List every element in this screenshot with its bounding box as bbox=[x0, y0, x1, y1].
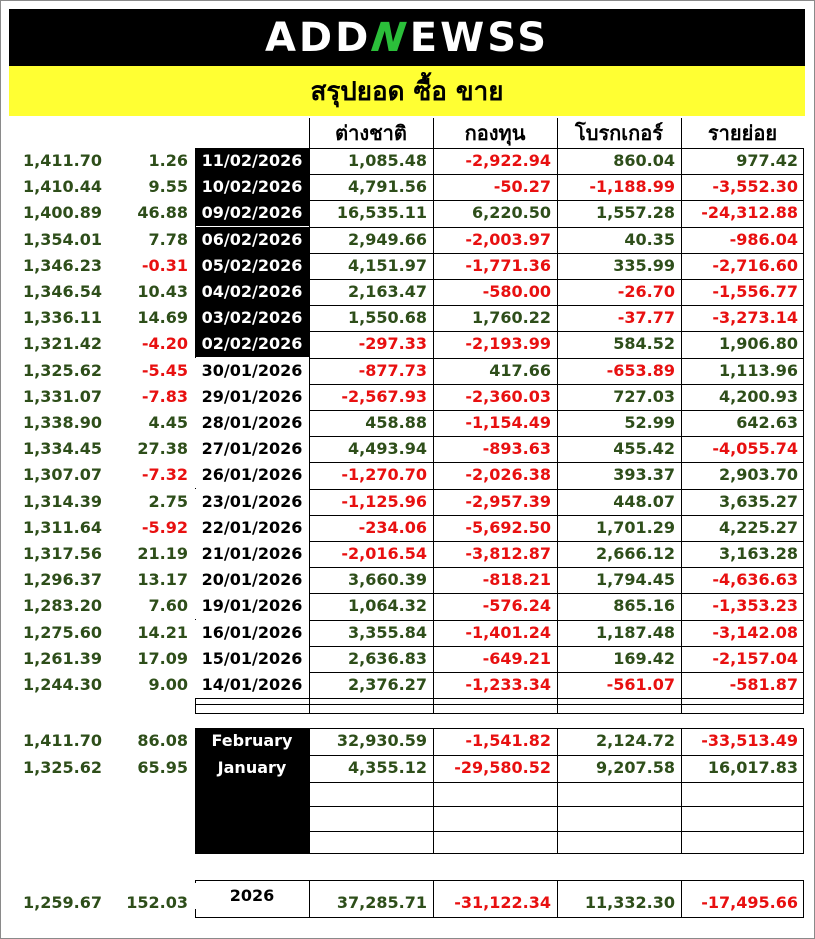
fund-value: -31,122.34 bbox=[454, 893, 551, 912]
set-index-value: 1,325.62 bbox=[23, 360, 102, 380]
index-change-value: 46.88 bbox=[137, 203, 188, 223]
fund-value: -2,360.03 bbox=[465, 386, 551, 406]
index-change-value: -0.31 bbox=[141, 255, 188, 275]
date-cell: 11/02/2026 bbox=[195, 148, 309, 174]
retail-value: -1,556.77 bbox=[712, 282, 798, 301]
foreign-value: 1,550.68 bbox=[348, 308, 427, 328]
foreign-value: -297.33 bbox=[358, 334, 427, 354]
grid-line bbox=[195, 698, 804, 699]
set-index-value: 1,307.07 bbox=[23, 465, 102, 485]
foreign-value: 2,636.83 bbox=[348, 648, 427, 668]
date-cell: 05/02/2026 bbox=[195, 253, 309, 279]
broker-value: 2,124.72 bbox=[596, 731, 675, 750]
broker-value: 1,701.29 bbox=[596, 517, 675, 537]
fund-value: 1,760.22 bbox=[472, 308, 551, 328]
set-index-value: 1,331.07 bbox=[23, 386, 102, 406]
broker-value: 169.42 bbox=[613, 648, 675, 668]
retail-value: 2,903.70 bbox=[719, 465, 798, 485]
set-index-value: 1,336.11 bbox=[23, 308, 102, 328]
logo-accent-letter: N bbox=[369, 14, 413, 61]
date-cell: 30/01/2026 bbox=[195, 358, 309, 384]
index-change-value: 14.69 bbox=[137, 308, 188, 328]
retail-value: -3,552.30 bbox=[712, 177, 798, 197]
broker-value: 40.35 bbox=[624, 229, 675, 249]
retail-value: 16,017.83 bbox=[707, 758, 798, 777]
set-index-value: 1,261.39 bbox=[23, 648, 102, 668]
broker-value: 393.37 bbox=[613, 465, 675, 485]
fund-value: -1,154.49 bbox=[465, 413, 551, 432]
fund-value: -2,922.94 bbox=[465, 151, 551, 170]
index-change-value: 17.09 bbox=[137, 648, 188, 668]
foreign-value: 3,355.84 bbox=[348, 622, 427, 642]
set-index-value: 1,346.54 bbox=[23, 282, 102, 301]
retail-value: 1,113.96 bbox=[719, 360, 798, 380]
index-change-value: 4.45 bbox=[148, 413, 188, 432]
month-label: February bbox=[195, 728, 309, 754]
foreign-value: 1,085.48 bbox=[348, 151, 427, 170]
foreign-value: 2,163.47 bbox=[348, 282, 427, 301]
foreign-value: 1,064.32 bbox=[348, 596, 427, 616]
index-change-value: 9.55 bbox=[148, 177, 188, 197]
date-cell: 19/01/2026 bbox=[195, 593, 309, 619]
fund-value: -2,193.99 bbox=[465, 334, 551, 354]
foreign-value: 2,376.27 bbox=[348, 675, 427, 694]
broker-value: 52.99 bbox=[624, 413, 675, 432]
set-index-value: 1,296.37 bbox=[23, 570, 102, 590]
retail-value: -986.04 bbox=[729, 229, 798, 249]
broker-value: 584.52 bbox=[613, 334, 675, 354]
index-change-value: 152.03 bbox=[126, 893, 188, 912]
set-index-value: 1,411.70 bbox=[23, 731, 102, 750]
index-change-value: 2.75 bbox=[148, 491, 188, 511]
fund-value: -2,003.97 bbox=[465, 229, 551, 249]
set-index-value: 1,411.70 bbox=[23, 151, 102, 170]
date-cell: 16/01/2026 bbox=[195, 620, 309, 646]
fund-value: -649.21 bbox=[482, 648, 551, 668]
set-index-value: 1,314.39 bbox=[23, 491, 102, 511]
date-cell: 20/01/2026 bbox=[195, 567, 309, 593]
logo-text-part2: EWSS bbox=[409, 14, 550, 61]
set-index-value: 1,354.01 bbox=[23, 229, 102, 249]
set-index-value: 1,275.60 bbox=[23, 622, 102, 642]
year-label: 2026 bbox=[195, 883, 309, 909]
retail-value: -33,513.49 bbox=[701, 731, 798, 750]
foreign-value: 2,949.66 bbox=[348, 229, 427, 249]
set-index-value: 1,346.23 bbox=[23, 255, 102, 275]
fund-value: -3,812.87 bbox=[465, 544, 551, 563]
set-index-value: 1,317.56 bbox=[23, 544, 102, 563]
index-change-value: 7.60 bbox=[148, 596, 188, 616]
index-change-value: -4.20 bbox=[141, 334, 188, 354]
foreign-value: -1,270.70 bbox=[341, 465, 427, 485]
date-cell: 23/01/2026 bbox=[195, 489, 309, 515]
fund-value: -576.24 bbox=[482, 596, 551, 616]
date-cell: 10/02/2026 bbox=[195, 174, 309, 200]
column-header-foreign: ต่างชาติ bbox=[335, 121, 407, 145]
retail-value: 4,200.93 bbox=[719, 386, 798, 406]
broker-value: -653.89 bbox=[606, 360, 675, 380]
index-change-value: -7.83 bbox=[141, 386, 188, 406]
date-cell: 14/01/2026 bbox=[195, 672, 309, 698]
foreign-value: 4,355.12 bbox=[348, 758, 427, 777]
foreign-value: 3,660.39 bbox=[348, 570, 427, 590]
set-index-value: 1,334.45 bbox=[23, 439, 102, 459]
column-header-retail: รายย่อย bbox=[707, 121, 778, 145]
broker-value: 1,794.45 bbox=[596, 570, 675, 590]
fund-value: 6,220.50 bbox=[472, 203, 551, 223]
foreign-value: 16,535.11 bbox=[336, 203, 427, 223]
broker-value: -561.07 bbox=[606, 675, 675, 694]
grid-line bbox=[309, 806, 804, 807]
index-change-value: 7.78 bbox=[148, 229, 188, 249]
month-label: January bbox=[195, 755, 309, 781]
broker-value: 9,207.58 bbox=[596, 758, 675, 777]
index-change-value: 86.08 bbox=[137, 731, 188, 750]
fund-value: -5,692.50 bbox=[465, 517, 551, 537]
logo-text-part1: ADD bbox=[264, 14, 372, 61]
fund-value: -893.63 bbox=[482, 439, 551, 459]
date-cell: 15/01/2026 bbox=[195, 646, 309, 672]
retail-value: -3,142.08 bbox=[712, 622, 798, 642]
grid-line bbox=[309, 782, 804, 783]
foreign-value: -2,016.54 bbox=[341, 544, 427, 563]
date-cell: 04/02/2026 bbox=[195, 279, 309, 305]
broker-value: -1,188.99 bbox=[589, 177, 675, 197]
index-change-value: 21.19 bbox=[137, 544, 188, 563]
index-change-value: 9.00 bbox=[148, 675, 188, 694]
set-index-value: 1,321.42 bbox=[23, 334, 102, 354]
foreign-value: 32,930.59 bbox=[336, 731, 427, 750]
set-index-value: 1,338.90 bbox=[23, 413, 102, 432]
column-header-broker: โบรกเกอร์ bbox=[575, 121, 663, 145]
foreign-value: -2,567.93 bbox=[341, 386, 427, 406]
date-cell: 26/01/2026 bbox=[195, 462, 309, 488]
broker-value: 455.42 bbox=[613, 439, 675, 459]
column-header-fund: กองทุน bbox=[464, 121, 526, 145]
retail-value: -17,495.66 bbox=[701, 893, 798, 912]
retail-value: -2,716.60 bbox=[712, 255, 798, 275]
foreign-value: -234.06 bbox=[358, 517, 427, 537]
retail-value: -4,636.63 bbox=[712, 570, 798, 590]
page-title: สรุปยอด ซื้อ ขาย bbox=[9, 66, 805, 116]
retail-value: 3,163.28 bbox=[719, 544, 798, 563]
set-index-value: 1,244.30 bbox=[23, 675, 102, 694]
set-index-value: 1,325.62 bbox=[23, 758, 102, 777]
index-change-value: -7.32 bbox=[141, 465, 188, 485]
index-change-value: -5.45 bbox=[141, 360, 188, 380]
date-cell: 21/01/2026 bbox=[195, 541, 309, 567]
fund-value: -2,026.38 bbox=[465, 465, 551, 485]
foreign-value: -1,125.96 bbox=[341, 491, 427, 511]
set-index-value: 1,311.64 bbox=[23, 517, 102, 537]
set-index-value: 1,410.44 bbox=[23, 177, 102, 197]
fund-value: -1,401.24 bbox=[465, 622, 551, 642]
date-cell: 29/01/2026 bbox=[195, 384, 309, 410]
grid-line bbox=[195, 704, 804, 705]
broker-value: 1,187.48 bbox=[596, 622, 675, 642]
retail-value: -24,312.88 bbox=[701, 203, 798, 223]
date-cell: 09/02/2026 bbox=[195, 200, 309, 226]
broker-value: 11,332.30 bbox=[584, 893, 675, 912]
set-index-value: 1,400.89 bbox=[23, 203, 102, 223]
fund-value: -1,233.34 bbox=[465, 675, 551, 694]
fund-value: -29,580.52 bbox=[454, 758, 551, 777]
retail-value: -4,055.74 bbox=[712, 439, 798, 459]
index-change-value: 14.21 bbox=[137, 622, 188, 642]
index-change-value: 13.17 bbox=[137, 570, 188, 590]
date-cell: 06/02/2026 bbox=[195, 227, 309, 253]
foreign-value: 458.88 bbox=[365, 413, 427, 432]
index-change-value: 1.26 bbox=[148, 151, 188, 170]
retail-value: 4,225.27 bbox=[719, 517, 798, 537]
foreign-value: 37,285.71 bbox=[336, 893, 427, 912]
retail-value: -3,273.14 bbox=[712, 308, 798, 328]
fund-value: -50.27 bbox=[493, 177, 551, 197]
fund-value: -818.21 bbox=[482, 570, 551, 590]
fund-value: -580.00 bbox=[482, 282, 551, 301]
date-cell: 28/01/2026 bbox=[195, 410, 309, 436]
index-change-value: 10.43 bbox=[137, 282, 188, 301]
foreign-value: 4,493.94 bbox=[348, 439, 427, 459]
set-index-value: 1,259.67 bbox=[23, 893, 102, 912]
set-index-value: 1,283.20 bbox=[23, 596, 102, 616]
broker-value: 335.99 bbox=[613, 255, 675, 275]
date-cell: 22/01/2026 bbox=[195, 515, 309, 541]
broker-value: 1,557.28 bbox=[596, 203, 675, 223]
broker-value: 2,666.12 bbox=[596, 544, 675, 563]
broker-value: 865.16 bbox=[613, 596, 675, 616]
retail-value: 3,635.27 bbox=[719, 491, 798, 511]
foreign-value: -877.73 bbox=[358, 360, 427, 380]
fund-value: -1,771.36 bbox=[465, 255, 551, 275]
broker-value: 860.04 bbox=[613, 151, 675, 170]
index-change-value: 65.95 bbox=[137, 758, 188, 777]
broker-value: 448.07 bbox=[613, 491, 675, 511]
fund-value: 417.66 bbox=[489, 360, 551, 380]
index-change-value: -5.92 bbox=[141, 517, 188, 537]
foreign-value: 4,151.97 bbox=[348, 255, 427, 275]
broker-value: -26.70 bbox=[617, 282, 675, 301]
date-cell: 02/02/2026 bbox=[195, 331, 309, 357]
retail-value: -2,157.04 bbox=[712, 648, 798, 668]
retail-value: 977.42 bbox=[736, 151, 798, 170]
grid-line bbox=[309, 831, 804, 832]
retail-value: -581.87 bbox=[729, 675, 798, 694]
foreign-value: 4,791.56 bbox=[348, 177, 427, 197]
fund-value: -1,541.82 bbox=[465, 731, 551, 750]
fund-value: -2,957.39 bbox=[465, 491, 551, 511]
date-cell: 27/01/2026 bbox=[195, 436, 309, 462]
broker-value: -37.77 bbox=[617, 308, 675, 328]
date-cell: 03/02/2026 bbox=[195, 305, 309, 331]
index-change-value: 27.38 bbox=[137, 439, 188, 459]
retail-value: -1,353.23 bbox=[712, 596, 798, 616]
retail-value: 642.63 bbox=[736, 413, 798, 432]
retail-value: 1,906.80 bbox=[719, 334, 798, 354]
broker-value: 727.03 bbox=[613, 386, 675, 406]
